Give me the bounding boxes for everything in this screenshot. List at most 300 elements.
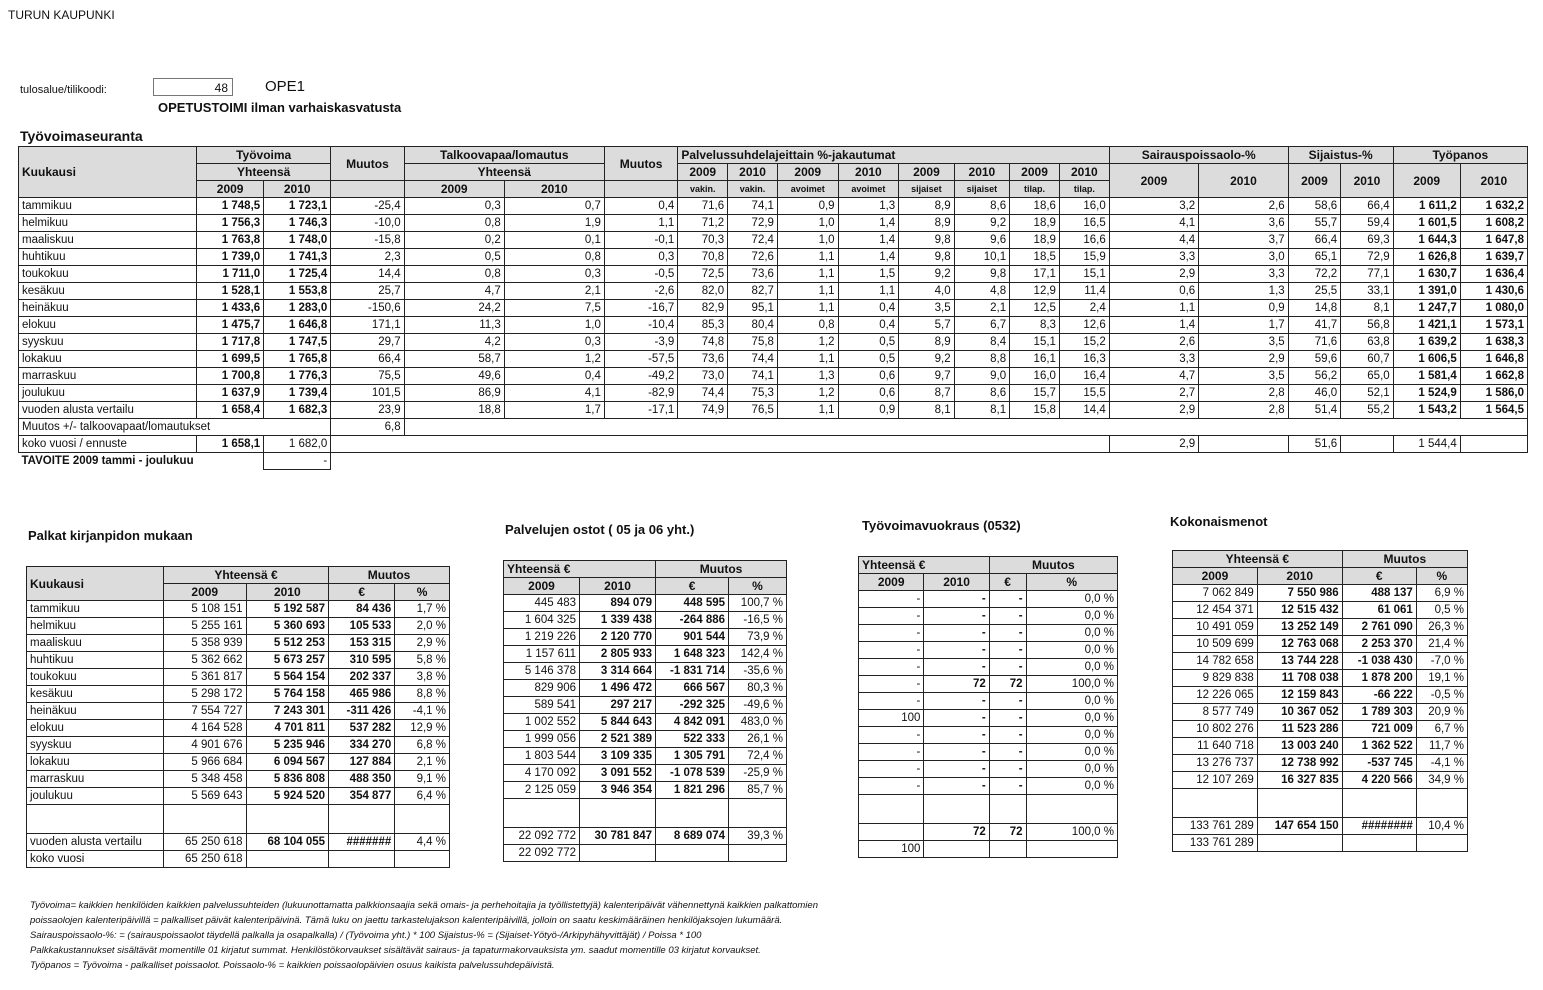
table-cell: 8,9 — [899, 198, 954, 215]
table-cell: 80,3 % — [729, 680, 787, 697]
table-cell: 1 644,3 — [1393, 232, 1460, 249]
table-cell: 1 543,2 — [1393, 402, 1460, 419]
table-row — [27, 737, 450, 754]
kokonais-col-muutos: Muutos — [1342, 551, 1467, 568]
kokonais-col-2010: 2010 — [1257, 568, 1342, 585]
table-cell: 0,0 % — [1026, 761, 1117, 778]
table-row — [27, 652, 450, 669]
month-label: vuoden alusta vertailu — [19, 402, 197, 419]
code-value-field: 48 — [153, 78, 233, 96]
empty-cell — [859, 795, 924, 824]
empty-cell — [580, 799, 656, 828]
table-cell: 1,2 — [777, 385, 838, 402]
table-cell: 310 595 — [329, 652, 395, 669]
table-cell: - — [924, 778, 989, 795]
table-cell: 1 725,4 — [264, 266, 331, 283]
table-cell: - — [924, 659, 989, 676]
table-cell: 34,9 % — [1416, 772, 1467, 789]
table-cell: 1,4 — [838, 249, 899, 266]
table-cell: 0,5 % — [1416, 602, 1467, 619]
table-cell: 537 282 — [329, 720, 395, 737]
table-row — [27, 788, 450, 805]
table-cell: 2,9 % — [395, 635, 450, 652]
table-cell: 74,1 — [728, 368, 778, 385]
table-cell: 1 601,5 — [1393, 215, 1460, 232]
month-label: elokuu — [19, 317, 197, 334]
main-section-title: Työvoimaseuranta — [20, 128, 143, 144]
palkat-col-2010: 2010 — [246, 584, 329, 601]
vuokraus-col-muutos: Muutos — [989, 557, 1117, 574]
table-cell: 74,8 — [678, 334, 728, 351]
vertailu-row — [504, 828, 787, 845]
table-cell: 75,3 — [728, 385, 778, 402]
table-cell: 72 — [924, 676, 989, 693]
table-cell: 9,2 — [899, 266, 954, 283]
table-cell: 0,5 — [838, 351, 899, 368]
table-cell: 522 333 — [656, 731, 729, 748]
table-cell: 1 999 056 — [504, 731, 580, 748]
table-cell: 101,5 — [331, 385, 404, 402]
table-cell: 1 763,8 — [197, 232, 264, 249]
table-cell: 1 639,2 — [1393, 334, 1460, 351]
table-cell: 19,1 % — [1416, 670, 1467, 687]
table-cell: 5 362 662 — [164, 652, 247, 669]
table-cell: -4,1 % — [395, 703, 450, 720]
table-cell: 22 092 772 — [504, 828, 580, 845]
table-cell: - — [859, 778, 924, 795]
table-row — [1173, 772, 1468, 789]
table-cell: 72 — [924, 824, 989, 841]
table-row — [1173, 738, 1468, 755]
table-cell: 14 782 658 — [1173, 653, 1258, 670]
table-cell: 8 577 749 — [1173, 704, 1258, 721]
table-cell: 75,8 — [728, 334, 778, 351]
empty-cell — [656, 845, 729, 862]
table-cell: 12,6 — [1059, 317, 1109, 334]
table-cell: 65 250 618 — [164, 834, 247, 851]
vertailu-row — [859, 824, 1118, 841]
table-cell: 10 802 276 — [1173, 721, 1258, 738]
table-row — [27, 754, 450, 771]
table-cell: 354 877 — [329, 788, 395, 805]
table-cell: 1,2 — [777, 334, 838, 351]
empty-cell — [1257, 835, 1342, 852]
table-cell: 1 606,5 — [1393, 351, 1460, 368]
table-cell: 72 — [989, 676, 1026, 693]
table-cell: 4,1 — [504, 385, 604, 402]
table-cell: 1,1 — [1109, 300, 1198, 317]
table-cell: 0,0 % — [1026, 710, 1117, 727]
table-cell: 1 632,2 — [1460, 198, 1527, 215]
table-cell: 66,4 — [1288, 232, 1341, 249]
vuokraus-col-eur: € — [989, 574, 1026, 591]
table-cell: 1 391,0 — [1393, 283, 1460, 300]
table-row — [1173, 602, 1468, 619]
month-label: tammikuu — [27, 601, 164, 618]
table-row — [27, 601, 450, 618]
empty-cell — [1416, 835, 1467, 852]
table-cell: 5,7 — [899, 317, 954, 334]
table-cell: 3,5 — [1199, 368, 1288, 385]
table-cell: - — [924, 693, 989, 710]
empty-cell — [1173, 789, 1258, 818]
table-cell: -16,5 % — [729, 612, 787, 629]
table-cell: 5 108 151 — [164, 601, 247, 618]
table-cell: 0,0 % — [1026, 744, 1117, 761]
col-tv-2009: 2009 — [197, 181, 264, 198]
table-cell: 12 515 432 — [1257, 602, 1342, 619]
table-cell: 4 901 676 — [164, 737, 247, 754]
table-cell: 0,8 — [777, 317, 838, 334]
table-row — [504, 595, 787, 612]
table-cell: 3,7 — [1199, 232, 1288, 249]
table-row — [27, 771, 450, 788]
table-cell: 8,1 — [899, 402, 954, 419]
table-cell: 1,0 — [777, 232, 838, 249]
table-cell: 1,1 — [604, 215, 677, 232]
col-tp-2010: 2010 — [1460, 164, 1527, 198]
table-row — [859, 778, 1118, 795]
col-avoimet-2010: 2010 — [838, 164, 899, 181]
table-cell: 58,6 — [1288, 198, 1341, 215]
table-cell: 3 109 335 — [580, 748, 656, 765]
table-cell: 0,9 — [777, 198, 838, 215]
table-cell: 12 738 992 — [1257, 755, 1342, 772]
table-cell: 58,7 — [404, 351, 504, 368]
table-cell: 55,7 — [1288, 215, 1341, 232]
table-row — [504, 731, 787, 748]
table-cell: -16,7 — [604, 300, 677, 317]
table-cell: 49,6 — [404, 368, 504, 385]
table-cell: 1,9 — [504, 215, 604, 232]
ostot-col-pct: % — [729, 578, 787, 595]
table-cell: 82,7 — [728, 283, 778, 300]
table-cell: 25,5 — [1288, 283, 1341, 300]
ostot-col-eur: € — [656, 578, 729, 595]
month-label: syyskuu — [19, 334, 197, 351]
table-cell: 18,9 — [1010, 232, 1060, 249]
table-cell: 1 747,5 — [264, 334, 331, 351]
footnote-line: Työvoima= kaikkien henkilöiden kaikkien palvelussuhteiden (lukuunottamatta palkkionsaajia sekä omais- ja perhehoitajia ja työllistettyjä) kalenteripäivät vähennettynä kaikkien palkattomien — [30, 900, 818, 911]
table-cell: 2 253 370 — [1342, 636, 1416, 653]
table-cell: 10,1 — [954, 249, 1009, 266]
table-cell: - — [989, 659, 1026, 676]
vertailu-row — [1173, 818, 1468, 835]
table-cell: 74,9 — [678, 402, 728, 419]
table-cell: 9,0 — [954, 368, 1009, 385]
table-cell: 1,0 — [777, 215, 838, 232]
table-cell: 82,0 — [678, 283, 728, 300]
table-row — [504, 663, 787, 680]
table-cell: 5 298 172 — [164, 686, 247, 703]
table-cell: -1 078 539 — [656, 765, 729, 782]
table-row — [27, 635, 450, 652]
table-cell: 16,0 — [1010, 368, 1060, 385]
table-cell: 1,4 — [838, 215, 899, 232]
month-label: helmikuu — [27, 618, 164, 635]
spacer-row — [27, 805, 450, 834]
table-cell: 5 361 817 — [164, 669, 247, 686]
table-cell: 6,8 % — [395, 737, 450, 754]
table-cell: 1 700,8 — [197, 368, 264, 385]
month-label: heinäkuu — [27, 703, 164, 720]
table-cell: 84 436 — [329, 601, 395, 618]
col-avoimet-b: avoimet — [838, 181, 899, 198]
table-row — [19, 402, 1528, 419]
table-cell: 13 252 149 — [1257, 619, 1342, 636]
koko-label: koko vuosi — [27, 851, 164, 868]
table-cell: 0,0 % — [1026, 693, 1117, 710]
table-cell: 2,6 — [1199, 198, 1288, 215]
table-cell: 0,3 — [404, 198, 504, 215]
table-cell: 3,8 % — [395, 669, 450, 686]
kokonais-col-2009: 2009 — [1173, 568, 1258, 585]
koko-vuosi-row — [859, 841, 1118, 858]
empty-cell — [329, 805, 395, 834]
table-cell: 5 360 693 — [246, 618, 329, 635]
table-cell: 0,0 % — [1026, 608, 1117, 625]
table-cell: 75,5 — [331, 368, 404, 385]
table-cell: 68 104 055 — [246, 834, 329, 851]
table-row — [504, 646, 787, 663]
table-cell: 1 496 472 — [580, 680, 656, 697]
table-cell: 73,0 — [678, 368, 728, 385]
ostot-col-2009: 2009 — [504, 578, 580, 595]
col-tilap-a: tilap. — [1010, 181, 1060, 198]
table-cell: 71,2 — [678, 215, 728, 232]
table-cell: 5 836 808 — [246, 771, 329, 788]
table-cell: -7,0 % — [1416, 653, 1467, 670]
muutos-talkoo-label: Muutos +/- talkoovapaat/lomautukset — [19, 419, 331, 436]
table-cell: 1 283,0 — [264, 300, 331, 317]
table-cell: 16,6 — [1059, 232, 1109, 249]
col-sijaiset-b: sijaiset — [954, 181, 1009, 198]
empty-cell — [729, 799, 787, 828]
table-cell: 721 009 — [1342, 721, 1416, 738]
table-row — [19, 300, 1528, 317]
table-cell: - — [924, 591, 989, 608]
table-cell: 5 673 257 — [246, 652, 329, 669]
table-cell: 1 421,1 — [1393, 317, 1460, 334]
table-cell: 5 924 520 — [246, 788, 329, 805]
ostot-col-muutos: Muutos — [656, 561, 787, 578]
table-cell: 0,4 — [838, 317, 899, 334]
table-cell: 3 091 552 — [580, 765, 656, 782]
table-cell: -10,0 — [331, 215, 404, 232]
table-row — [19, 232, 1528, 249]
table-cell: 2 120 770 — [580, 629, 656, 646]
table-cell: 1 756,3 — [197, 215, 264, 232]
table-cell: 1 433,6 — [197, 300, 264, 317]
table-cell: 7 243 301 — [246, 703, 329, 720]
table-cell: 12 107 269 — [1173, 772, 1258, 789]
table-cell: 4,8 — [954, 283, 1009, 300]
ostot-col-yht: Yhteensä € — [504, 561, 656, 578]
table-cell: 56,2 — [1288, 368, 1341, 385]
table-cell: 100,0 % — [1026, 824, 1117, 841]
table-row — [19, 266, 1528, 283]
table-cell: -150,6 — [331, 300, 404, 317]
table-cell: 7 554 727 — [164, 703, 247, 720]
koko-vuosi-2010: 1 682,0 — [264, 436, 331, 453]
empty-cell — [1342, 789, 1416, 818]
table-cell: 133 761 289 — [1173, 835, 1258, 852]
table-cell: 1 648 323 — [656, 646, 729, 663]
table-cell: 0,2 — [404, 232, 504, 249]
table-cell: 0,4 — [504, 368, 604, 385]
tavoite-label: TAVOITE 2009 tammi - joulukuu — [21, 455, 194, 468]
table-row — [19, 368, 1528, 385]
table-cell: 65 250 618 — [164, 851, 247, 868]
table-cell: 1 636,4 — [1460, 266, 1527, 283]
table-cell: - — [859, 744, 924, 761]
table-cell: 71,6 — [1288, 334, 1341, 351]
table-cell: 21,4 % — [1416, 636, 1467, 653]
table-cell: 4,2 — [404, 334, 504, 351]
col-vakin-2010: 2010 — [728, 164, 778, 181]
table-cell: 1 611,2 — [1393, 198, 1460, 215]
table-cell: 1,3 — [1199, 283, 1288, 300]
table-cell: 0,0 % — [1026, 591, 1117, 608]
table-row — [1173, 653, 1468, 670]
table-cell: 16,5 — [1059, 215, 1109, 232]
table-cell: 1 741,3 — [264, 249, 331, 266]
table-cell: 2,6 — [1109, 334, 1198, 351]
col-talkoo-muutos: Muutos — [604, 147, 677, 181]
col-talkoo-yhteensa: Yhteensä — [404, 164, 604, 181]
table-cell: 4 842 091 — [656, 714, 729, 731]
table-cell: 142,4 % — [729, 646, 787, 663]
table-cell: 73,6 — [728, 266, 778, 283]
table-cell: 16,1 — [1010, 351, 1060, 368]
table-cell: 10,4 % — [1416, 818, 1467, 835]
table-row — [27, 720, 450, 737]
table-cell: 14,4 — [331, 266, 404, 283]
table-cell: - — [989, 693, 1026, 710]
table-cell: 9,8 — [899, 249, 954, 266]
table-cell: 7,5 — [504, 300, 604, 317]
table-cell: 11,3 — [404, 317, 504, 334]
table-cell: 0,9 — [1199, 300, 1288, 317]
table-cell: 1,2 — [504, 351, 604, 368]
table-cell: 5 764 158 — [246, 686, 329, 703]
table-cell: 0,3 — [504, 266, 604, 283]
table-row — [19, 215, 1528, 232]
kokonais-title: Kokonaismenot — [1170, 514, 1268, 529]
table-row — [859, 761, 1118, 778]
table-cell: ######## — [1342, 818, 1416, 835]
table-cell: 11,4 — [1059, 283, 1109, 300]
table-cell: 5 564 154 — [246, 669, 329, 686]
table-cell: 72,4 — [728, 232, 778, 249]
table-cell: 13 744 228 — [1257, 653, 1342, 670]
table-cell: - — [989, 761, 1026, 778]
table-row — [859, 591, 1118, 608]
ostot-title: Palvelujen ostot ( 05 ja 06 yht.) — [505, 522, 695, 537]
table-cell: 72,9 — [728, 215, 778, 232]
table-row — [19, 317, 1528, 334]
table-cell: - — [989, 591, 1026, 608]
table-cell: 4 170 092 — [504, 765, 580, 782]
table-cell: 1 748,5 — [197, 198, 264, 215]
month-label: huhtikuu — [19, 249, 197, 266]
table-cell: 8,1 — [1341, 300, 1394, 317]
empty-cell — [164, 805, 247, 834]
table-cell: 1 717,8 — [197, 334, 264, 351]
table-cell: 9,2 — [899, 351, 954, 368]
table-cell: -292 325 — [656, 697, 729, 714]
table-cell: 0,1 — [504, 232, 604, 249]
table-cell: 0,3 — [604, 249, 677, 266]
col-sijaiset-2009: 2009 — [899, 164, 954, 181]
table-cell: 202 337 — [329, 669, 395, 686]
table-cell: 0,6 — [1109, 283, 1198, 300]
table-cell: 12 159 843 — [1257, 687, 1342, 704]
table-cell: 1 080,0 — [1460, 300, 1527, 317]
col-sair-2009: 2009 — [1109, 164, 1198, 198]
table-row — [504, 697, 787, 714]
col-vakin-b: vakin. — [728, 181, 778, 198]
table-cell: 2,8 — [1199, 402, 1288, 419]
table-cell: 0,0 % — [1026, 778, 1117, 795]
empty-cell — [246, 851, 329, 868]
col-tyovoima: Työvoima — [197, 147, 331, 164]
table-cell: 6,7 % — [1416, 721, 1467, 738]
table-row — [859, 744, 1118, 761]
table-cell: 1,3 — [777, 368, 838, 385]
table-cell: 61 061 — [1342, 602, 1416, 619]
empty-cell — [395, 805, 450, 834]
table-row — [19, 283, 1528, 300]
table-cell: 3,5 — [1199, 334, 1288, 351]
table-cell: 1 647,8 — [1460, 232, 1527, 249]
table-cell: 72,9 — [1341, 249, 1394, 266]
table-cell: 15,8 — [1010, 402, 1060, 419]
table-cell: -35,6 % — [729, 663, 787, 680]
table-cell: -0,1 — [604, 232, 677, 249]
table-cell: 15,9 — [1059, 249, 1109, 266]
table-row — [504, 714, 787, 731]
table-cell: 15,1 — [1059, 266, 1109, 283]
table-cell: 2,1 % — [395, 754, 450, 771]
month-label: huhtikuu — [27, 652, 164, 669]
table-cell: 72,4 % — [729, 748, 787, 765]
table-cell: 1 699,5 — [197, 351, 264, 368]
table-row — [27, 703, 450, 720]
table-cell: 147 654 150 — [1257, 818, 1342, 835]
table-cell: 74,1 — [728, 198, 778, 215]
table-cell: - — [989, 778, 1026, 795]
month-label: heinäkuu — [19, 300, 197, 317]
table-cell: 18,8 — [404, 402, 504, 419]
table-cell: -66 222 — [1342, 687, 1416, 704]
table-cell: -3,9 — [604, 334, 677, 351]
table-cell: -49,2 — [604, 368, 677, 385]
table-cell: 15,5 — [1059, 385, 1109, 402]
table-cell: - — [924, 608, 989, 625]
koko-sijaistus: 51,6 — [1288, 436, 1341, 453]
koko-vuosi-row — [1173, 835, 1468, 852]
kokonais-col-pct: % — [1416, 568, 1467, 585]
table-cell: 127 884 — [329, 754, 395, 771]
table-cell: 3 946 354 — [580, 782, 656, 799]
table-cell: 0,3 — [504, 334, 604, 351]
table-row — [504, 748, 787, 765]
table-cell: 9,7 — [899, 368, 954, 385]
month-label: maaliskuu — [19, 232, 197, 249]
table-cell: - — [924, 642, 989, 659]
koko-tyopanos: 1 544,4 — [1393, 436, 1460, 453]
